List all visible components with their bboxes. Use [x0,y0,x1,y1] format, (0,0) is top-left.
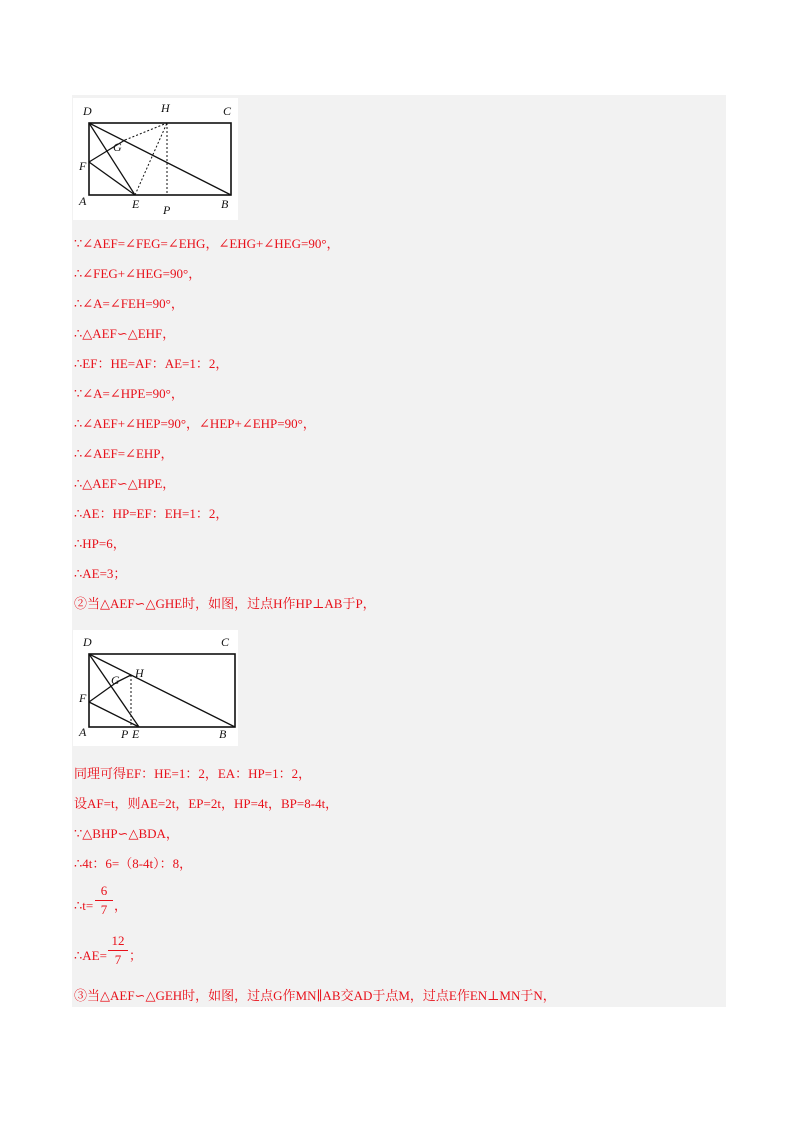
label-p: P [121,727,129,741]
t-equals-label: ∴t= [74,898,94,913]
fraction-t-denominator: 7 [100,902,108,917]
text-line-5: ∴EF：HE=AF：AE=1：2， [74,356,229,371]
label-a: A [79,725,87,739]
text-line-12: ∴AE=3； [74,566,127,581]
fraction-t [95,883,113,918]
fraction-ae-numerator: 12 [111,933,125,948]
label-b: B [219,727,227,741]
label-d: D [83,104,92,118]
label-h: H [161,101,170,115]
fraction-t-numerator: 6 [100,883,108,898]
label-c: C [221,635,230,649]
text-line-8: ∴∠AEF=∠EHP， [74,446,174,461]
label-a: A [79,194,87,208]
text-line-1: ∵∠AEF=∠FEG=∠EHG，∠EHG+∠HEG=90°， [74,236,340,251]
fraction-ae-denominator: 7 [114,952,122,967]
text-line-11: ∴HP=6， [74,536,126,551]
text-line-17: ∴4t：6=（8-4t）：8， [74,856,193,871]
text-line-6: ∵∠A=∠HPE=90°， [74,386,184,401]
segment-de [89,123,135,195]
label-e: E [132,727,140,741]
label-h: H [135,666,144,680]
label-p: P [163,203,171,217]
label-f: F [79,691,87,705]
label-g: G [111,673,120,687]
text-line-16: ∵△BHP∽△BDA， [74,826,179,841]
ae-equals-label: ∴AE= [74,948,107,963]
text-line-13: ②当△AEF∽△GHE时，如图，过点H作HP⊥AB于P， [74,596,376,611]
diagonal-db [89,123,231,195]
text-line-2: ∴∠FEG+∠HEG=90°， [74,266,202,281]
fraction-ae [108,933,128,968]
label-f: F [79,159,87,173]
geometry-figure-2 [73,630,238,746]
ae-equals-suffix: ； [129,948,143,963]
label-b: B [221,197,229,211]
segment-gh [125,123,167,140]
text-line-3: ∴∠A=∠FEH=90°， [74,296,184,311]
label-g: G [113,140,122,154]
text-line-7: ∴∠AEF+∠HEP=90°，∠HEP+∠EHP=90°， [74,416,316,431]
t-equals-suffix: ， [114,898,128,913]
label-e: E [132,197,140,211]
label-c: C [223,104,232,118]
text-line-last: ③当△AEF∽△GEH时，如图，过点G作MN∥AB交AD于点M，过点E作EN⊥MN于N， [74,988,556,1003]
text-line-9: ∴△AEF∽△HPE， [74,476,176,491]
text-line-14: 同理可得EF：HE=1：2，EA：HP=1：2， [74,766,312,781]
text-line-10: ∴AE：HP=EF：EH=1：2， [74,506,229,521]
text-line-4: ∴△AEF∽△EHF， [74,326,176,341]
label-d: D [83,635,92,649]
geometry-figure-1 [73,98,238,220]
text-line-15: 设AF=t，则AE=2t，EP=2t，HP=4t，BP=8-4t， [74,796,339,811]
diagonal-db [89,654,235,727]
segment-fe [89,162,135,195]
